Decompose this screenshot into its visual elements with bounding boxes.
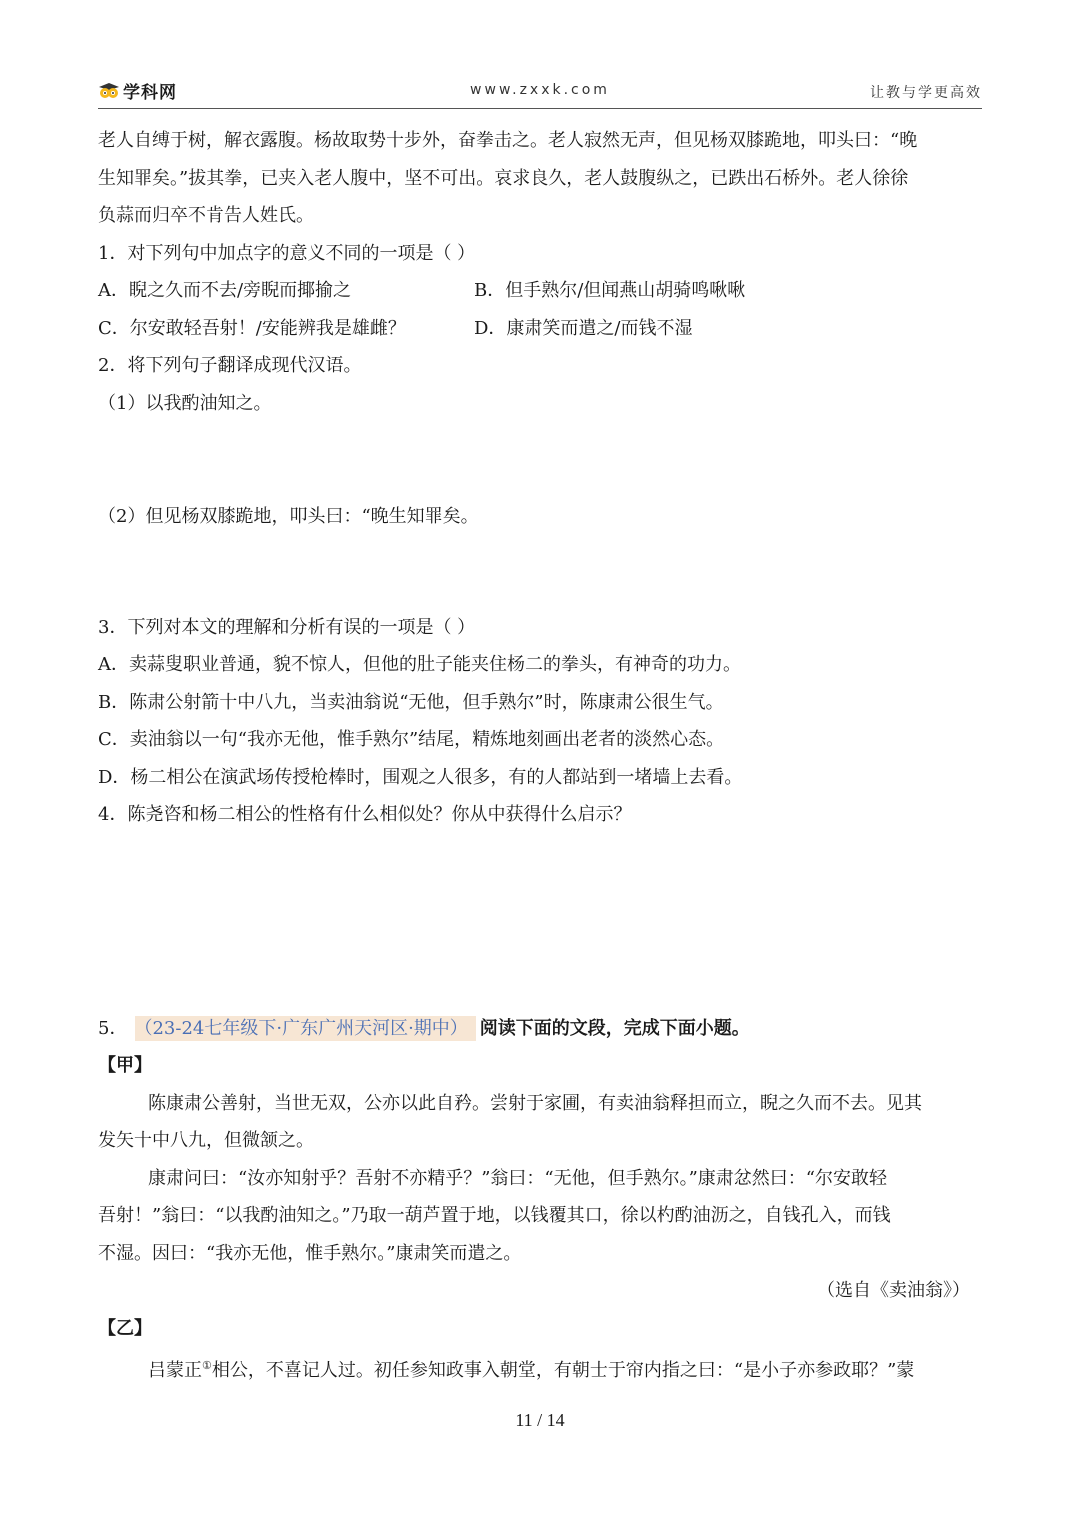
question-2-stem: 2．将下列句子翻译成现代汉语。 <box>98 355 362 376</box>
q3-option-a: A．卖蒜叟职业普通，貌不惊人，但他的肚子能夹住杨二的拳头，有神奇的功力。 <box>98 654 741 675</box>
question-5-heading <box>98 1010 984 1048</box>
passage-jia-label: 【甲】 <box>98 1055 152 1076</box>
q1-option-d: D．康肃笑而遣之/而钱不湿 <box>474 317 693 339</box>
jia-line: 陈康肃公善射，当世无双，公亦以此自矜。尝射于家圃，有卖油翁释担而立，睨之久而不去。见其 <box>148 1092 922 1114</box>
passage-line: 负蒜而归卒不肯告人姓氏。 <box>98 205 314 226</box>
footnote-marker: ① <box>202 1359 212 1372</box>
yi-line <box>98 1347 984 1390</box>
document-body <box>98 122 984 1390</box>
page-number: 11 / 14 <box>515 1410 565 1430</box>
question-2-sentence-2: （2）但见杨双膝跪地，叩头曰：“晚生知罪矣。 <box>98 506 479 527</box>
answer-space <box>98 422 984 498</box>
q1-option-c: C．尔安敢轻吾射！/安能辨我是雄雌？ <box>98 317 406 339</box>
site-url[interactable]: www.zxxk.com <box>470 82 610 98</box>
q5-instruction: 阅读下面的文段，完成下面小题。 <box>479 1017 750 1039</box>
header-slogan: 让教与学更高效 <box>870 85 982 101</box>
jia-line: 不湿。因曰：“我亦无他，惟手熟尔。”康肃笑而遣之。 <box>98 1242 522 1264</box>
passage-line: 生知罪矣。”拔其拳，已夹入老人腹中，坚不可出。哀求良久，老人鼓腹纵之，已跌出石桥外。老人徐徐 <box>98 167 909 189</box>
q1-option-a: A．睨之久而不去/旁睨而揶揄之 <box>98 280 352 301</box>
answer-space <box>98 834 984 1004</box>
q3-option-b: B．陈肃公射箭十中八九，当卖油翁说“无他，但手熟尔”时，陈康肃公很生气。 <box>98 691 724 713</box>
page-header <box>98 74 982 109</box>
question-3-stem: 3．下列对本文的理解和分析有误的一项是（ ） <box>98 616 476 638</box>
passage-yi-label: 【乙】 <box>98 1317 152 1339</box>
question-1-options-row-2 <box>98 310 984 348</box>
question-1-options-row-1 <box>98 272 984 310</box>
question-1-stem: 1．对下列句中加点字的意义不同的一项是（ ） <box>98 242 476 264</box>
yi-text: 吕蒙正 <box>148 1360 202 1381</box>
yi-text: 相公，不喜记人过。初任参知政事入朝堂，有朝士于帘内指之曰：“是小子亦参政耶？”蒙 <box>211 1360 915 1381</box>
jia-line: 发矢十中八九，但微颔之。 <box>98 1130 314 1151</box>
q1-option-b: B．但手熟尔/但闻燕山胡骑鸣啾啾 <box>474 280 746 301</box>
question-4-stem: 4．陈尧咨和杨二相公的性格有什么相似处？你从中获得什么启示？ <box>98 804 632 825</box>
jia-line: 吾射！”翁曰：“以我酌油知之。”乃取一葫芦置于地，以钱覆其口，徐以杓酌油沥之，自钱孔入，而钱 <box>98 1205 891 1226</box>
q3-option-d: D．杨二相公在演武场传授枪棒时，围观之人很多，有的人都站到一堵墙上去看。 <box>98 766 743 788</box>
answer-space <box>98 536 984 609</box>
passage-line: 老人自缚于树，解衣露腹。杨故取势十步外，奋拳击之。老人寂然无声，但见杨双膝跪地，叩头曰：“晚 <box>98 130 918 151</box>
question-2-sentence-1: （1）以我酌油知之。 <box>98 392 272 414</box>
source-tag[interactable]: （23-24七年级下·广东广州天河区·期中） <box>135 1016 475 1041</box>
q5-number: 5． <box>98 1017 128 1039</box>
brand-name: 学科网 <box>123 83 177 103</box>
jia-line: 康肃问曰：“汝亦知射乎？吾射不亦精乎？”翁曰：“无他，但手熟尔。”康肃忿然曰：“尔安敢轻 <box>148 1167 888 1189</box>
q3-option-c: C．卖油翁以一句“我亦无他，惟手熟尔”结尾，精炼地刻画出老者的淡然心态。 <box>98 729 725 750</box>
jia-source: （选自《卖油翁》） <box>817 1280 970 1301</box>
